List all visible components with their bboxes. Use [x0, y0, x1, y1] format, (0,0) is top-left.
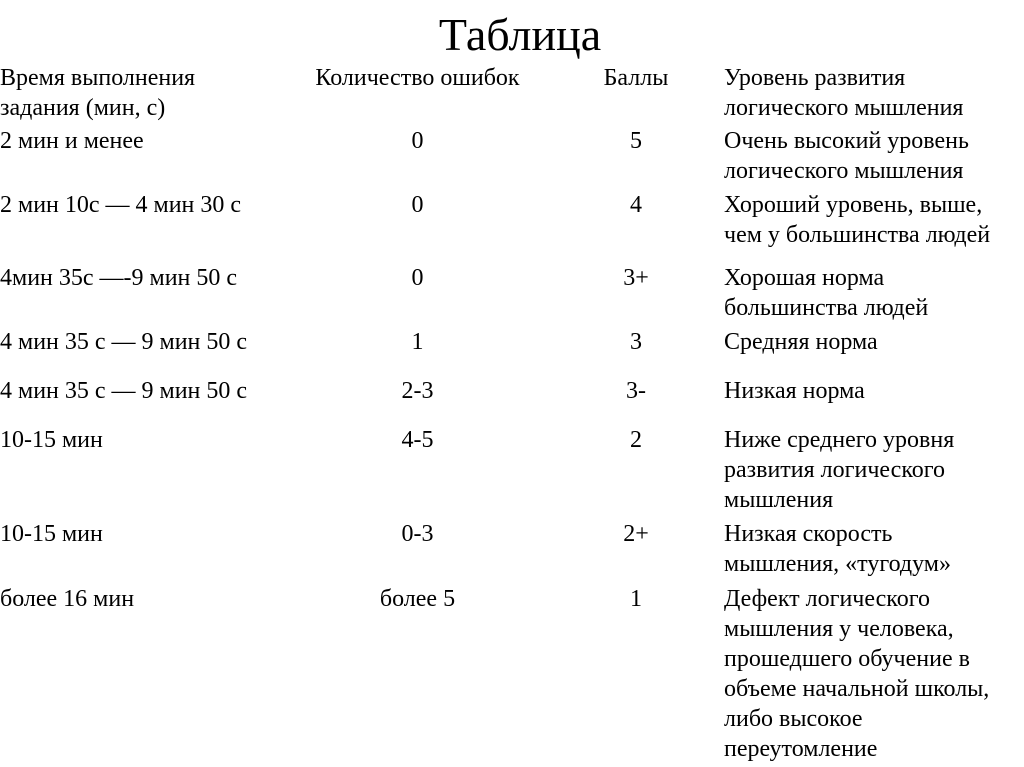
- row-2-errors: 0: [411, 265, 424, 291]
- row-5-errors: 4-5: [401, 427, 434, 453]
- row-3-score: 3: [630, 329, 642, 355]
- row-4-time: 4 мин 35 с — 9 мин 50 с: [0, 378, 248, 404]
- row-5-level-line: Ниже среднего уровня: [724, 427, 955, 453]
- row-1-errors: 0: [411, 192, 424, 218]
- row-7-errors: более 5: [379, 586, 456, 612]
- row-7-level-line: Дефект логического: [724, 586, 930, 612]
- row-3-errors: 1: [411, 329, 424, 355]
- row-3-time: 4 мин 35 с — 9 мин 50 с: [0, 329, 248, 355]
- row-7-level-line: переутомление: [724, 736, 878, 762]
- row-6-errors: 0-3: [401, 521, 434, 547]
- row-2-level-line: большинства людей: [724, 295, 929, 321]
- header-time: [0, 63, 195, 123]
- header-score: Баллы: [603, 65, 669, 91]
- row-5-level-line: развития логического: [724, 457, 946, 483]
- row-0-errors: 0: [411, 128, 424, 154]
- header-level-line-1: Уровень развития: [724, 65, 906, 91]
- row-0-level-line: логического мышления: [724, 158, 964, 184]
- row-7-level: [724, 584, 989, 764]
- row-4-errors: 2-3: [401, 378, 434, 404]
- row-0-score: 5: [630, 128, 642, 154]
- header-time-line-2: задания (мин, с): [0, 95, 166, 121]
- page-title: Таблица: [438, 9, 602, 60]
- row-5-time: 10-15 мин: [0, 427, 103, 453]
- header-level: [724, 63, 963, 123]
- row-6-level-line: Низкая скорость: [724, 521, 893, 547]
- row-4-level-line: Низкая норма: [724, 378, 865, 404]
- row-4-level: [724, 376, 865, 406]
- row-6-time: 10-15 мин: [0, 521, 103, 547]
- row-7-level-line: либо высокое: [724, 706, 863, 732]
- row-5-score: 2: [630, 427, 642, 453]
- row-1-level-line: чем у большинства людей: [724, 222, 991, 248]
- row-7-level-line: прошедшего обучение в: [724, 646, 970, 672]
- row-7-score: 1: [630, 586, 642, 612]
- row-3-level-line: Средняя норма: [724, 329, 878, 355]
- row-0-time: 2 мин и менее: [0, 128, 144, 154]
- row-6-score: 2+: [623, 521, 649, 547]
- row-7-time: более 16 мин: [0, 586, 135, 612]
- row-0-level: [724, 126, 969, 186]
- header-time-line-1: Время выполнения: [0, 65, 196, 91]
- row-6-level-line: мышления, «тугодум»: [724, 551, 951, 577]
- row-0-level-line: Очень высокий уровень: [724, 128, 969, 154]
- row-7-level-line: объеме начальной школы,: [724, 676, 990, 702]
- row-1-level-line: Хороший уровень, выше,: [724, 192, 983, 218]
- row-2-score: 3+: [623, 265, 649, 291]
- row-3-level: [724, 327, 878, 357]
- row-1-level: [724, 190, 990, 250]
- row-5-level: [724, 425, 954, 515]
- header-errors: Количество ошибок: [315, 65, 520, 91]
- row-1-score: 4: [630, 192, 642, 218]
- row-6-level: [724, 519, 951, 579]
- row-7-level-line: мышления у человека,: [724, 616, 954, 642]
- row-4-score: 3-: [626, 378, 646, 404]
- header-level-line-2: логического мышления: [724, 95, 964, 121]
- row-2-level: [724, 263, 928, 323]
- row-2-level-line: Хорошая норма: [724, 265, 885, 291]
- row-5-level-line: мышления: [724, 487, 834, 513]
- row-2-time: 4мин 35с —-9 мин 50 с: [0, 265, 238, 291]
- row-1-time: 2 мин 10с — 4 мин 30 с: [0, 192, 242, 218]
